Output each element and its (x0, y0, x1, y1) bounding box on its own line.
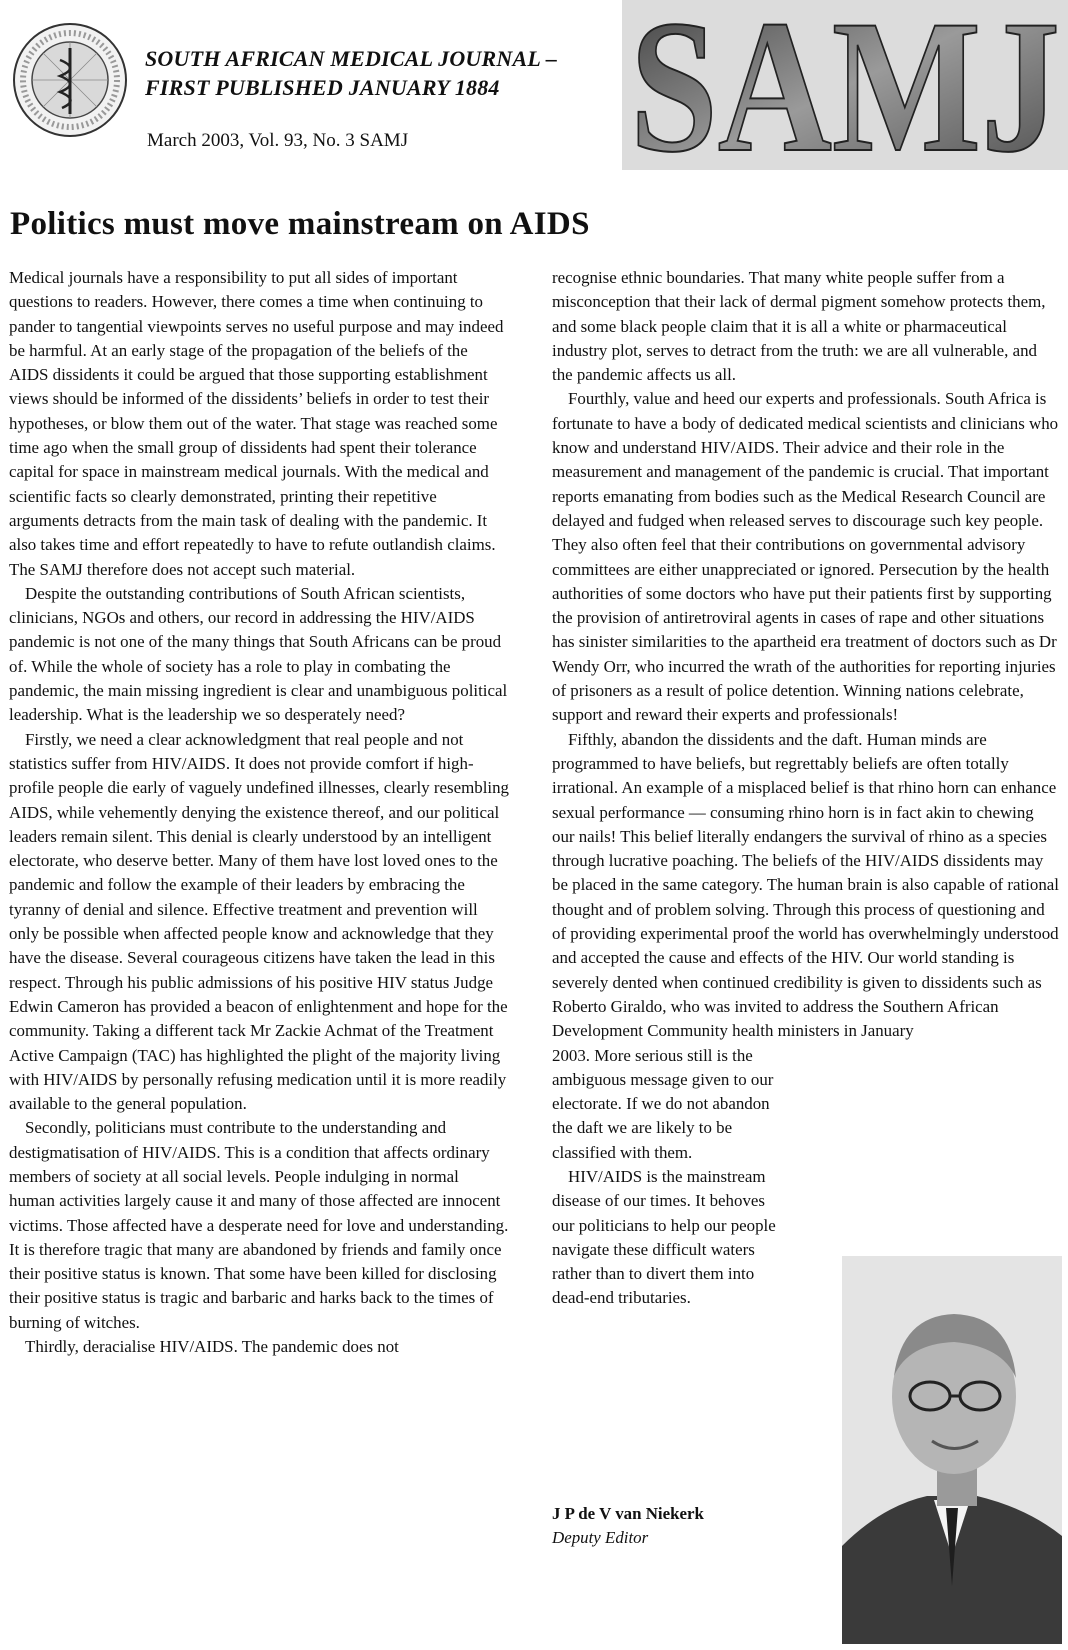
author-name: J P de V van Niekerk (552, 1504, 704, 1523)
paragraph: Fifthly, abandon the dissidents and the daft. Human minds are programmed to have beliefs, but regrettably beliefs are often totally irrational. An example of a misplaced belief is that rhino horn can enhance sexual performance — consuming rhino horn is in fact akin to chewing our nails! This belief literally endangers the survival of rhino as a species through lucrative poaching. The beliefs of the HIV/AIDS dissidents may be placed in the same category. The human brain is also capable of rational thought and of problem solving. Through this process of questioning and of providing experimental proof the world has overwhelmingly understood and accepted the cause and effects of the HIV. Our world standing is severely dented when continued credibility is given to dissidents such as Roberto Giraldo, who was invited to address the Southern African Development Community health ministers in January (552, 729, 1059, 1041)
text-line: electorate. If we do not abandon (552, 1094, 770, 1114)
text-line: our politicians to help our people (552, 1215, 776, 1235)
text-line: navigate these difficult waters (552, 1239, 755, 1259)
author-role: Deputy Editor (552, 1528, 649, 1547)
text-line: disease of our times. It behoves (552, 1191, 765, 1211)
journal-name-line-2: FIRST PUBLISHED JANUARY 1884 (145, 75, 500, 100)
journal-name-line-1: SOUTH AFRICAN MEDICAL JOURNAL – (145, 46, 558, 71)
text-line: 2003. More serious still is the (552, 1045, 753, 1065)
issue-line: March 2003, Vol. 93, No. 3 SAMJ (147, 130, 409, 151)
article-title: Politics must move mainstream on AIDS (10, 206, 590, 242)
text-line: classified with them. (552, 1142, 693, 1162)
article-left-column (9, 266, 509, 1359)
paragraph: Firstly, we need a clear acknowledgment that real people and not statistics suffer from HIV/AIDS. It does not provide comfort if high-profile people die early of vaguely undefined illnesses, clearly resembling AIDS, while vehemently denying the existence thereof, and our political leaders remain silent. This denial is clearly understood by an intelligent electorate, who deserve better. Many of them have lost loved ones to the pandemic and follow the example of their leaders by embracing the tyranny of denial and silence. Effective treatment and prevention will only be possible when affected people know and acknowledge that they have the disease. Several courageous citizens have taken the lead in this respect. Through his public admissions of his positive HIV status Judge Edwin Cameron has provided a beacon of enlightenment and hope for the community. Taking a different tack Mr Zackie Achmat of the Treatment Active Campaign (TAC) has highlighted the plight of the majority living with HIV/AIDS by personally refusing medication until it is more readily available to the general population. (9, 729, 509, 1114)
paragraph: Medical journals have a responsibility to put all sides of important questions to readers. However, there comes a time when continuing to pander to tangential viewpoints serves no useful purpose and may indeed be harmful. At an early stage of the propagation of the beliefs of the AIDS dissidents it could be argued that those supporting establishment views should be informed of the dissidents’ beliefs in order to test their hypotheses, or blow them out of the water. That stage was reached some time ago when the small group of dissidents had spent their tolerance capital for space in mainstream medical journals. With the medical and scientific facts so clearly demonstrated, printing their repetitive arguments detracts from the main task of dealing with the pandemic. It also takes time and effort repeatedly to have to refute outlandish claims. The SAMJ therefore does not accept such material. (9, 268, 504, 579)
medical-association-seal-icon (10, 20, 130, 140)
paragraph: recognise ethnic boundaries. That many white people suffer from a misconception that their lack of dermal pigment somehow protects them, and some black people claim that it is all a white or pharmaceutical industry plot, serves to detract from the truth: we are all vulnerable, and the pandemic affects us all. (552, 268, 1046, 385)
text-line: rather than to divert them into (552, 1264, 755, 1284)
masthead (0, 0, 1068, 190)
paragraph: Thirdly, deracialise HIV/AIDS. The pandemic does not (25, 1337, 399, 1357)
paragraph: Secondly, politicians must contribute to the understanding and destigmatisation of HIV/AIDS. This is a condition that affects ordinary members of society at all social levels. People indulging in normal human activities largely cause it and many of those affected are innocent victims. Those affected have a desperate need for love and understanding. It is therefore tragic that many are abandoned by friends and family once their positive status is known. That some have been killed for disclosing their positive status is tragic and barbaric and harks back to the times of burning of witches. (9, 1118, 509, 1332)
samj-logo (622, 0, 1068, 170)
author-photo (842, 1256, 1062, 1644)
text-line: the daft we are likely to be (552, 1118, 733, 1138)
paragraph: Fourthly, value and heed our experts and professionals. South Africa is fortunate to have a body of dedicated medical scientists and clinicians who know and understand HIV/AIDS. Their advice and their role in the measurement and management of the pandemic is crucial. That important reports emanating from bodies such as the Medical Research Council are delayed and fudged when released serves to discourage such key people. They also often feel that their contributions on governmental advisory committees are either unappreciated or ignored. Persecution by the health authorities of some doctors who have put their patients first by supporting the provision of antiretroviral agents in cases of rape and other situations has sinister similarities to the apartheid era treatment of doctors such as Dr Wendy Orr, who incurred the wrath of the authorities for reporting injuries of prisoners as a result of police detention. Winning nations celebrate, support and reward their experts and professionals! (552, 389, 1059, 725)
text-line: dead-end tributaries. (552, 1288, 691, 1308)
text-line: HIV/AIDS is the mainstream (568, 1166, 766, 1186)
text-line: ambiguous message given to our (552, 1069, 774, 1089)
paragraph: Despite the outstanding contributions of South African scientists, clinicians, NGOs and others, our record in addressing the HIV/AIDS pandemic is not one of the many things that South Africans can be proud of. While the whole of society has a role to play in combating the pandemic, the main missing ingredient is clear and unambiguous political leadership. What is the leadership we so desperately need? (9, 583, 508, 725)
article-right-column (552, 266, 1060, 1311)
journal-name (145, 44, 557, 102)
samj-logo-text: SAMJ (630, 0, 1060, 170)
